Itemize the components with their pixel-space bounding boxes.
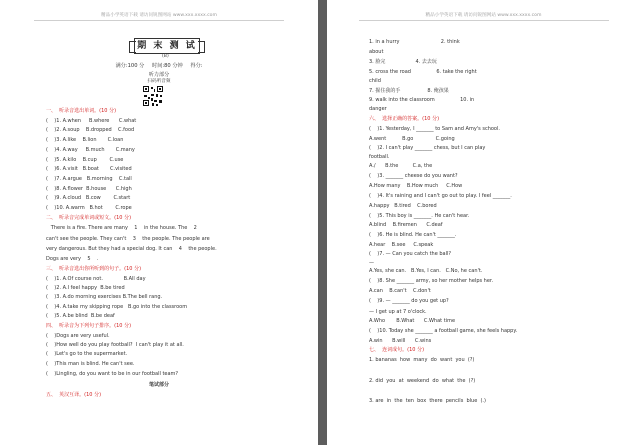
question-line: A.Yes, she can. B.Yes, I can. C.No, he can't. bbox=[369, 268, 483, 274]
section-heading: 六、 选择正确的答案。(10 分) bbox=[369, 116, 440, 122]
question-line: 1. bananas how many do want you (?) bbox=[369, 357, 475, 363]
question-line: ( )7. A.argue B.morning C.tall bbox=[46, 176, 132, 182]
exam-page-left bbox=[0, 0, 318, 445]
question-line: ( )2. A.soup B.dropped C.food bbox=[46, 127, 135, 133]
exam-page-right bbox=[327, 0, 640, 445]
qr-code-icon[interactable] bbox=[142, 85, 164, 107]
question-line: 3. are in the ten box there pencils blue (.) bbox=[369, 398, 486, 404]
question-line: ( )6. He is blind. He can't _______. bbox=[369, 232, 457, 238]
question-line: ( )8. A.flower B.house C.high bbox=[46, 186, 132, 192]
qr-caption: 扫码听音频 bbox=[147, 79, 171, 84]
question-line: ( )5. A.kilo B.cup C.use bbox=[46, 157, 124, 163]
question-line: A.How many B.How much C.How bbox=[369, 183, 463, 189]
question-line: ( )1. A.when B.where C.what bbox=[46, 118, 137, 124]
question-line: — I get up at 7 o'clock. bbox=[369, 309, 427, 315]
question-line: There is a fire. There are many 1 in the house. The 2 bbox=[46, 225, 197, 231]
question-line: ( )2. I can't play _______ chess, but I can play bbox=[369, 145, 486, 151]
question-line: ( )9. — _______ do you get up? bbox=[369, 298, 449, 304]
section-heading: 五、 英汉互译。(10 分) bbox=[46, 392, 102, 398]
question-line: ( )2. A.I feel happy B.be tired bbox=[46, 285, 125, 291]
question-line: A.can B.can't C.don't bbox=[369, 288, 431, 294]
score-got: 得分: bbox=[190, 63, 203, 69]
question-line: danger bbox=[369, 106, 387, 112]
question-line: 2. did you at weekend do what the (?) bbox=[369, 378, 476, 384]
listening-section-label: 听力部分 bbox=[148, 72, 170, 78]
question-line: ( )8. She _______ army, so her mother helps her. bbox=[369, 278, 494, 284]
page-header: 精品小学英语下载 请访问锐图网站 www.xxx.xxxx.com bbox=[327, 12, 640, 21]
question-line: 7. 握住我的手 8. 俺孩果 bbox=[369, 88, 449, 94]
question-line: can't see the people. They can't 3 the people. The people are bbox=[46, 236, 210, 242]
page-header: 精品小学英语下载 请访问锐图网站 www.xxx.xxxx.com bbox=[0, 12, 318, 21]
section-heading: 三、 听录音选出你所听到的句子。(10 分) bbox=[46, 266, 142, 272]
question-line: ( )This man is blind. He can't see. bbox=[46, 361, 135, 367]
exam-subtitle-number: (B) bbox=[162, 54, 169, 59]
question-line: ( )3. A.do morning exercises B.The bell rang. bbox=[46, 294, 163, 300]
question-line: ( )Dogs are very useful. bbox=[46, 333, 110, 339]
question-line: ( )10. Today she _______ a football game, she feels happy. bbox=[369, 328, 518, 334]
question-line: 笔试部分 bbox=[148, 382, 169, 388]
question-line: ( )3. _______ cheese do you want? bbox=[369, 173, 458, 179]
question-line: very dangerous. But they had a special dog. It can 4 the people. bbox=[46, 246, 217, 252]
question-line: ( )9. A.cloud B.cow C.start bbox=[46, 195, 131, 201]
question-line: ( )4. A.take my skipping rope B.go into the classroom bbox=[46, 304, 188, 310]
question-line: ( )Let's go to the supermarket. bbox=[46, 351, 128, 357]
full-score: 满分:100 分 bbox=[115, 63, 145, 69]
question-line: A.blind B.firemen C.deaf bbox=[369, 222, 443, 228]
page-gap bbox=[318, 0, 327, 445]
question-line: football. bbox=[369, 154, 390, 160]
question-line: A.win B.will C.wins bbox=[369, 338, 432, 344]
question-line: ( )10. A.warm B.hot C.rope bbox=[46, 205, 132, 211]
question-line: ( )4. It's raining and I can't go out to play. I feel _______. bbox=[369, 193, 512, 199]
question-line: 3. 脸完 4. 去去玩 bbox=[369, 59, 437, 65]
question-line: 5. cross the road 6. take the right bbox=[369, 69, 477, 75]
question-line: about bbox=[369, 49, 384, 55]
question-line: A.hear B.see C.speak bbox=[369, 242, 434, 248]
question-line: — bbox=[369, 260, 374, 266]
exam-title: 期 末 测 试 bbox=[134, 38, 200, 54]
section-heading: 一、 听录音选出单词。(10 分) bbox=[46, 108, 117, 114]
question-line: A.Who B.What C.What time bbox=[369, 318, 456, 324]
time-limit: 时间:80 分钟 bbox=[152, 63, 183, 69]
question-line: ( )1. A.Of course not. B.All day bbox=[46, 276, 146, 282]
question-line: ( )6. A.visit B.boat C.visited bbox=[46, 166, 132, 172]
question-line: ( )How well do you play football? I can't play it at all. bbox=[46, 342, 184, 348]
question-line: ( )5. A.be blind B.be deaf bbox=[46, 313, 115, 319]
section-heading: 四、 听录音为下列句子排序。(10 分) bbox=[46, 323, 132, 329]
question-line: A./ B.the C.a, the bbox=[369, 163, 433, 169]
question-line: 9. walk into the classroom 10. in bbox=[369, 97, 475, 103]
question-line: 1. in a hurry 2. think bbox=[369, 39, 460, 45]
question-line: ( )Lingling, do you want to be in our football team? bbox=[46, 371, 179, 377]
section-heading: 二、 听录音完成单词或短文。(10 分) bbox=[46, 215, 132, 221]
question-line: ( )4. A.way B.much C.many bbox=[46, 147, 135, 153]
exam-meta bbox=[0, 62, 318, 69]
question-line: A.happy B.tired C.bored bbox=[369, 203, 437, 209]
question-line: A.went B.go C.going bbox=[369, 136, 455, 142]
question-line: ( )5. This boy is _______. He can't hear. bbox=[369, 213, 470, 219]
question-line: ( )3. A.like B.lion C.loan bbox=[46, 137, 124, 143]
question-line: ( )1. Yesterday, I _______ to Sam and Amy's school. bbox=[369, 126, 500, 132]
section-heading: 七、 连词成句。(10 分) bbox=[369, 347, 425, 353]
question-line: Dogs are very 5 . bbox=[46, 256, 99, 262]
question-line: ( )7. — Can you catch the ball? bbox=[369, 251, 452, 257]
question-line: child bbox=[369, 78, 381, 84]
